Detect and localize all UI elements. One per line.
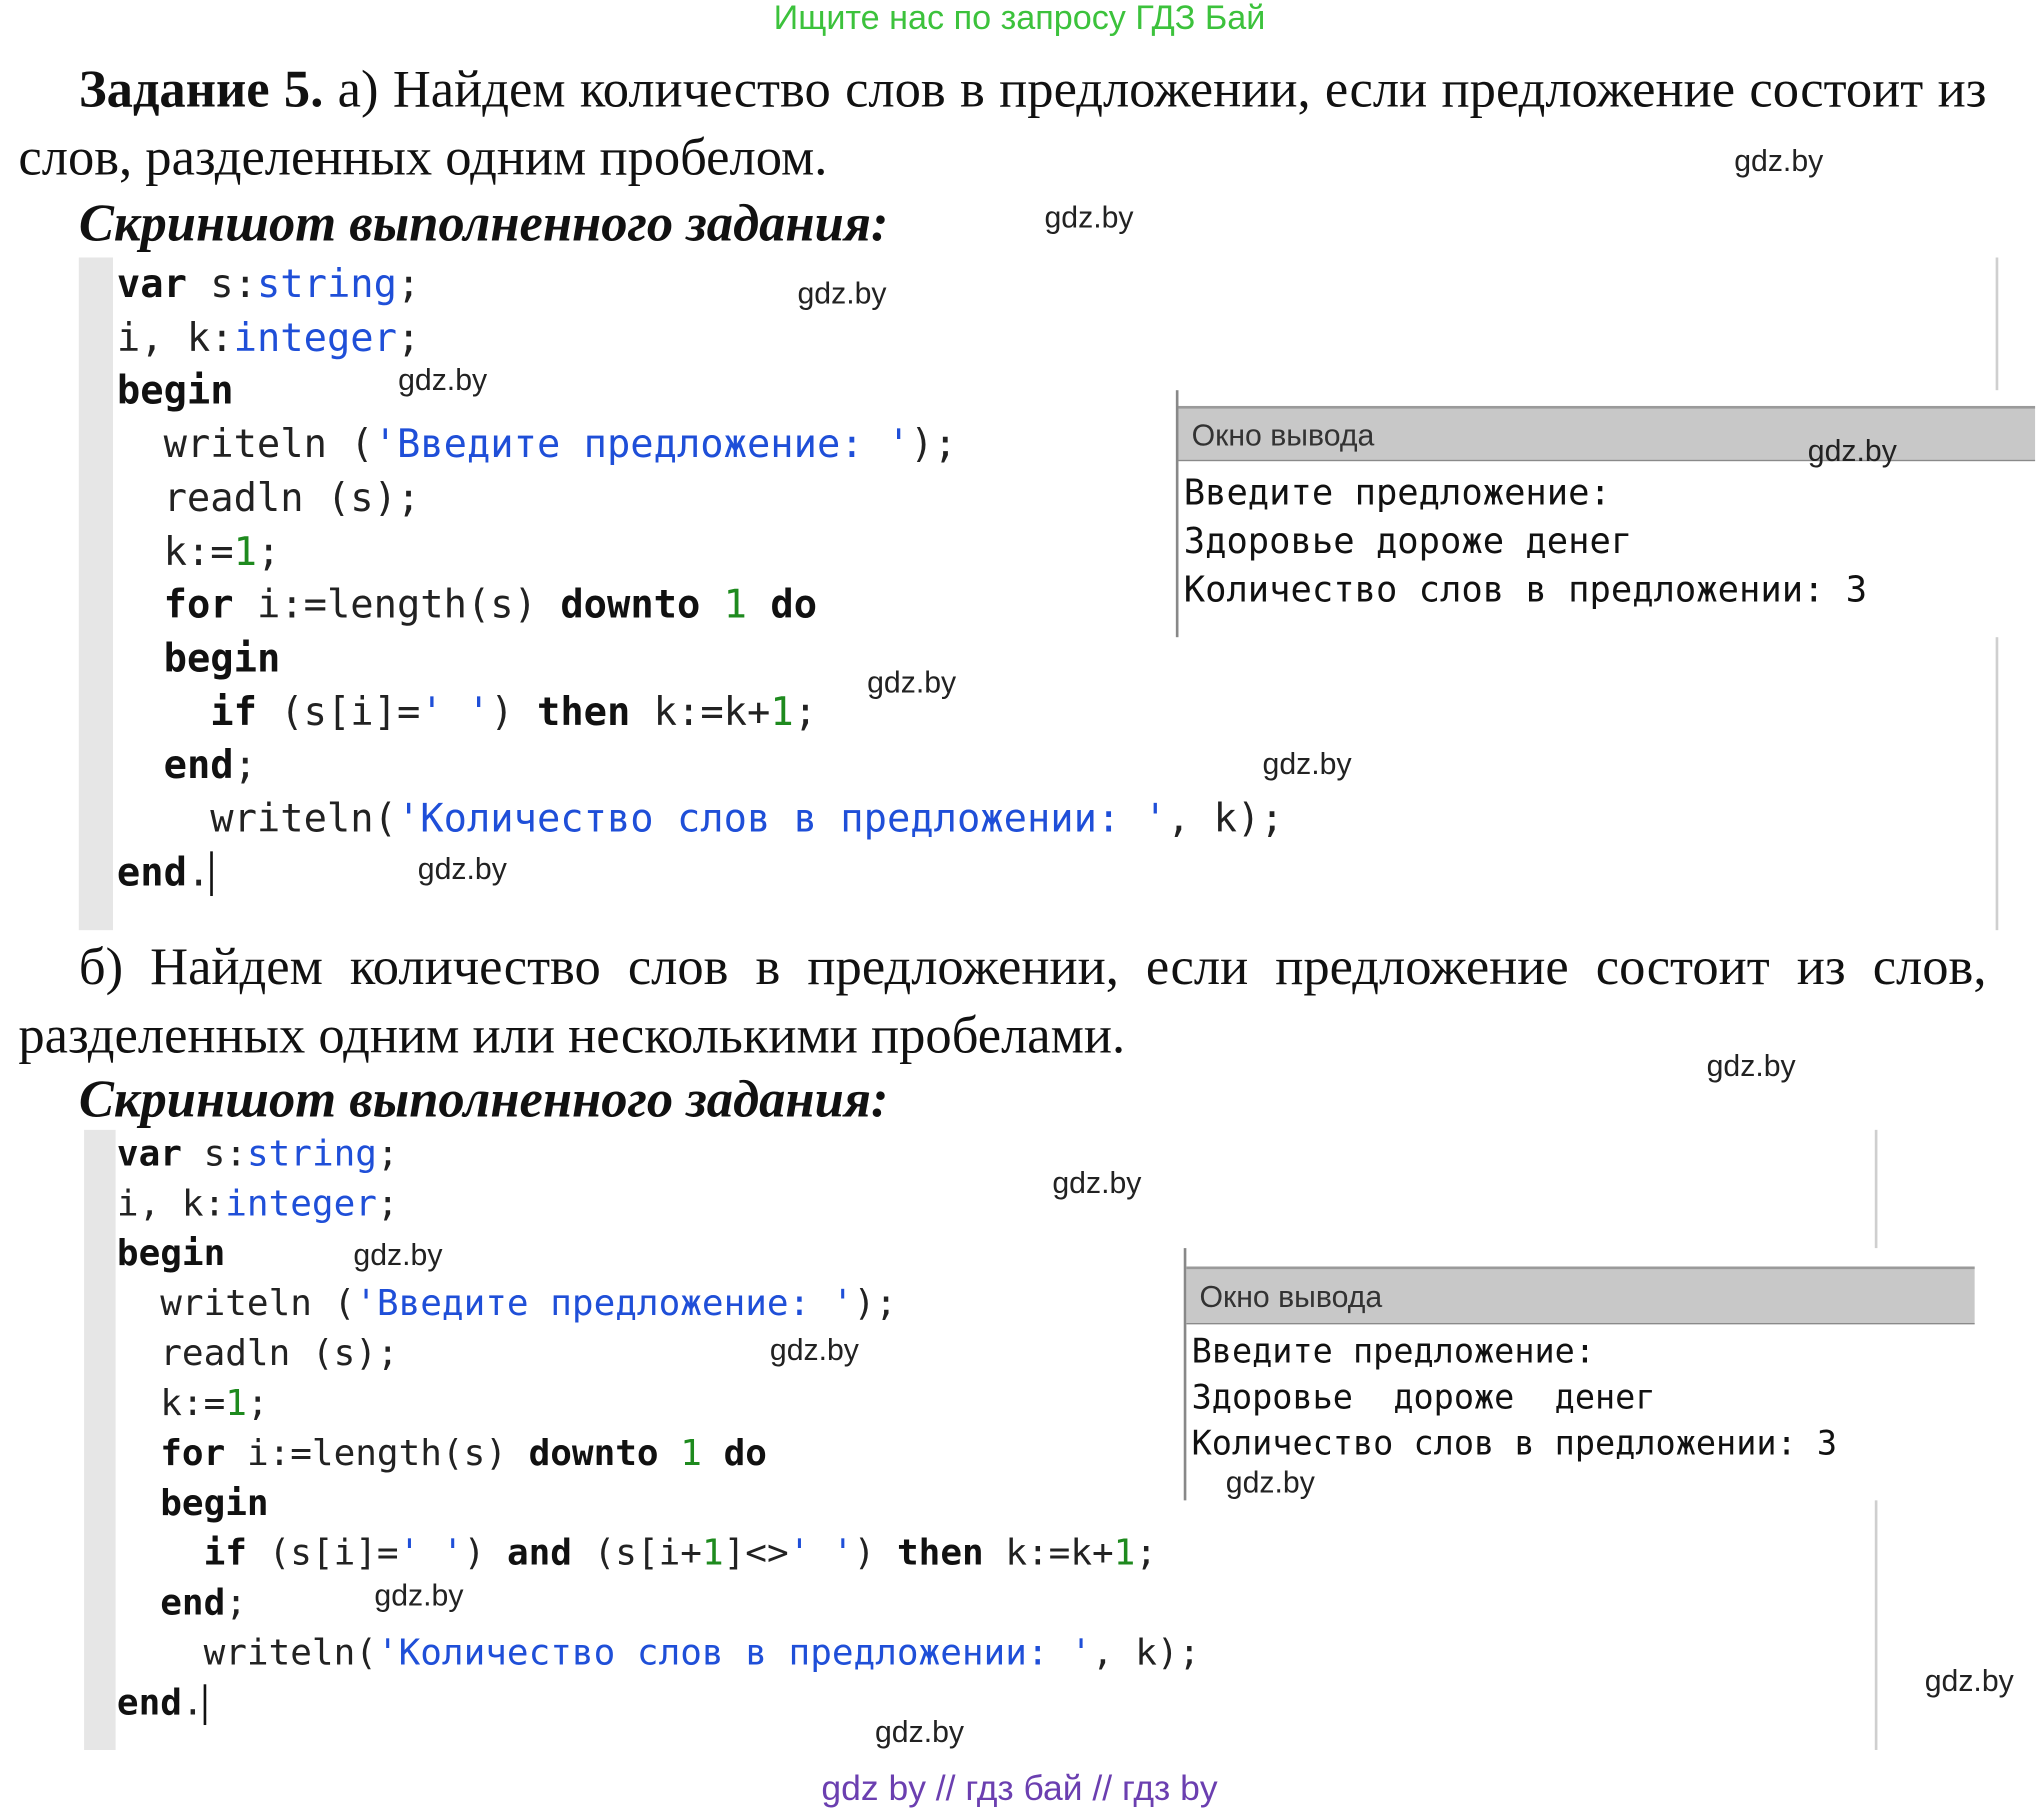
code-token: string <box>246 1133 377 1175</box>
code-token: begin <box>160 1483 269 1525</box>
code-token: (s[i+ <box>571 1533 702 1574</box>
code-token: downto <box>560 582 701 627</box>
watermark: gdz.by <box>1734 143 1824 178</box>
code-line <box>117 846 1284 899</box>
footer-links: gdz by // гдз бай // гдз by <box>821 1768 1218 1808</box>
output-line: Введите предложение: <box>1191 1332 1596 1372</box>
search-banner: Ищите нас по запросу ГДЗ Бай <box>773 0 1266 37</box>
text-cursor <box>204 1684 207 1725</box>
watermark: gdz.by <box>1924 1663 2014 1698</box>
output-line: Количество слов в предложении: 3 <box>1183 570 1868 611</box>
code-token: ; <box>396 314 421 360</box>
code-token: var <box>116 261 187 307</box>
task-b-screenshot-heading: Скриншот выполненного задания: <box>78 1069 889 1129</box>
output-window-title: Окно вывода <box>1178 406 2035 461</box>
code-listing-a <box>117 258 1284 900</box>
code-line <box>117 1479 1200 1529</box>
code-token: 1 <box>770 689 794 734</box>
code-token <box>117 582 164 627</box>
code-token: writeln ( <box>116 1283 356 1325</box>
code-token <box>117 743 164 788</box>
code-token: k:=k+ <box>983 1533 1114 1574</box>
code-token: 'Количество слов в предложении: ' <box>376 1633 1092 1674</box>
code-line <box>117 1679 1200 1729</box>
code-token <box>117 689 210 734</box>
code-token: do <box>770 582 818 627</box>
code-token: ]<> <box>723 1533 789 1574</box>
task-label: Задание 5. <box>78 59 324 119</box>
code-token: 1 <box>1113 1533 1136 1574</box>
code-token <box>117 636 164 681</box>
code-token: 1 <box>723 582 748 627</box>
code-token: i:=length(s) <box>225 1433 529 1475</box>
code-token <box>702 1433 724 1474</box>
watermark: gdz.by <box>374 1577 464 1613</box>
code-token: end <box>116 849 187 895</box>
editor-gutter <box>84 1130 116 1750</box>
code-token: ; <box>793 689 818 734</box>
code-token: 'Введите предложение: ' <box>355 1283 854 1325</box>
code-token: integer <box>225 1183 377 1225</box>
watermark: gdz.by <box>797 275 887 311</box>
code-token: k:= <box>116 528 234 574</box>
code-line <box>117 1130 1200 1180</box>
code-token: s: <box>181 1133 247 1175</box>
code-token: 1 <box>680 1433 702 1475</box>
code-token: var <box>116 1133 182 1175</box>
code-token: , k); <box>1166 796 1284 841</box>
watermark: gdz.by <box>417 851 507 886</box>
task-a-output-window <box>1176 390 2035 637</box>
code-token: (s[i]= <box>246 1533 399 1574</box>
code-line <box>117 1230 1200 1280</box>
code-line <box>117 1280 1200 1330</box>
code-line <box>117 258 1284 311</box>
code-token: ; <box>376 1183 399 1225</box>
watermark: gdz.by <box>1052 1165 1142 1200</box>
code-token: and <box>506 1533 572 1574</box>
code-token: for <box>160 1433 226 1475</box>
code-token: ) <box>853 1533 897 1574</box>
code-token: end <box>116 1682 182 1724</box>
task-b-output-window <box>1184 1248 1975 1500</box>
code-token: begin <box>116 368 234 414</box>
code-token: 1 <box>701 1533 724 1574</box>
code-token: ' ' <box>420 689 491 734</box>
code-token <box>117 1483 160 1524</box>
code-token: 'Введите предложение: ' <box>373 421 911 467</box>
code-line <box>117 418 1284 471</box>
code-token: then <box>536 689 631 734</box>
code-token: writeln ( <box>116 421 374 467</box>
code-listing-b <box>117 1130 1200 1729</box>
watermark: gdz.by <box>1044 199 1134 234</box>
code-token: for <box>163 582 234 627</box>
code-token: ; <box>396 261 421 307</box>
code-token: , k); <box>1091 1633 1201 1674</box>
code-token: writeln( <box>116 796 397 841</box>
code-token: then <box>896 1533 984 1574</box>
code-line <box>117 578 1284 631</box>
code-token: writeln( <box>116 1633 377 1674</box>
code-token: . <box>186 849 211 895</box>
code-token: ; <box>256 528 281 574</box>
code-line <box>117 1180 1200 1230</box>
code-line <box>117 792 1284 845</box>
code-token: ; <box>376 1133 399 1175</box>
code-token: (s[i]= <box>256 689 421 734</box>
editor-gutter <box>79 258 113 931</box>
code-token: . <box>181 1682 204 1724</box>
watermark: gdz.by <box>353 1237 443 1272</box>
code-token: if <box>210 689 257 734</box>
code-line <box>117 311 1284 364</box>
code-token: readln (s); <box>116 1333 399 1375</box>
output-text-b <box>1192 1330 1837 1468</box>
code-token: k:= <box>116 1383 226 1425</box>
watermark: gdz.by <box>1262 746 1352 781</box>
watermark: gdz.by <box>1807 433 1897 468</box>
code-token <box>117 1533 204 1574</box>
code-token: i, k: <box>116 314 234 360</box>
code-token: ' ' <box>788 1533 854 1574</box>
code-token: i:=length(s) <box>233 582 561 627</box>
code-line <box>117 471 1284 524</box>
code-line <box>117 1579 1200 1629</box>
text-cursor <box>210 852 213 897</box>
watermark: gdz.by <box>1706 1048 1796 1083</box>
code-line <box>117 632 1284 685</box>
code-token: begin <box>116 1233 226 1275</box>
code-token <box>747 582 770 627</box>
output-window-title: Окно вывода <box>1186 1267 1974 1325</box>
code-token: ); <box>910 421 957 467</box>
code-token: downto <box>528 1433 659 1475</box>
code-token: 'Количество слов в предложении: ' <box>396 796 1167 841</box>
code-token: ) <box>463 1533 507 1574</box>
code-line <box>117 1529 1200 1579</box>
code-line <box>117 739 1284 792</box>
code-token: i, k: <box>116 1183 226 1225</box>
code-token: readln (s); <box>116 475 421 521</box>
watermark: gdz.by <box>874 1714 965 1749</box>
task-a-screenshot-heading: Скриншот выполненного задания: <box>78 193 889 253</box>
code-token: ); <box>853 1283 897 1325</box>
watermark: gdz.by <box>1225 1464 1315 1500</box>
code-line <box>117 1429 1200 1479</box>
task-b-paragraph: б) Найдем количество слов в предложении, если предложение состоит из слов, разделенных одним или несколькими пробелами. <box>18 936 1987 1065</box>
code-line <box>117 1379 1200 1429</box>
code-token: do <box>723 1433 767 1475</box>
code-line <box>117 1629 1200 1679</box>
watermark: gdz.by <box>398 362 488 397</box>
code-token: end <box>160 1583 226 1624</box>
output-text-a <box>1184 469 1867 615</box>
code-token <box>117 1583 160 1624</box>
code-token <box>117 1433 160 1474</box>
output-line: Введите предложение: <box>1183 472 1611 514</box>
code-token: string <box>256 261 397 307</box>
code-token: ) <box>490 689 537 734</box>
code-token: integer <box>233 314 397 360</box>
watermark: gdz.by <box>769 1332 859 1367</box>
code-token: ; <box>246 1383 269 1425</box>
code-token: k:=k+ <box>630 689 771 734</box>
code-token: if <box>203 1533 247 1574</box>
code-token: ' ' <box>398 1533 464 1574</box>
task-a-paragraph <box>18 55 1986 192</box>
code-token: begin <box>163 635 281 681</box>
code-line <box>117 1330 1200 1380</box>
output-line: Здоровье дороже денег <box>1191 1378 1656 1418</box>
code-token: ; <box>1135 1533 1158 1574</box>
watermark: gdz.by <box>867 664 957 699</box>
output-line: Здоровье дороже денег <box>1183 521 1633 563</box>
code-token: end <box>163 742 234 788</box>
code-token: ; <box>233 742 257 788</box>
code-line <box>117 685 1284 738</box>
code-token: ; <box>225 1583 247 1624</box>
code-token <box>659 1433 681 1474</box>
code-token: s: <box>186 261 257 307</box>
output-line: Количество слов в предложении: 3 <box>1191 1424 1838 1464</box>
code-line <box>117 525 1284 578</box>
code-line <box>117 364 1284 417</box>
task-a-text: а) Найдем количество слов в предложении, если предложение состоит из слов, разделенных одним пробелом. <box>18 59 1987 187</box>
code-token <box>700 582 723 627</box>
code-token: 1 <box>225 1383 247 1425</box>
code-token: 1 <box>233 528 257 574</box>
